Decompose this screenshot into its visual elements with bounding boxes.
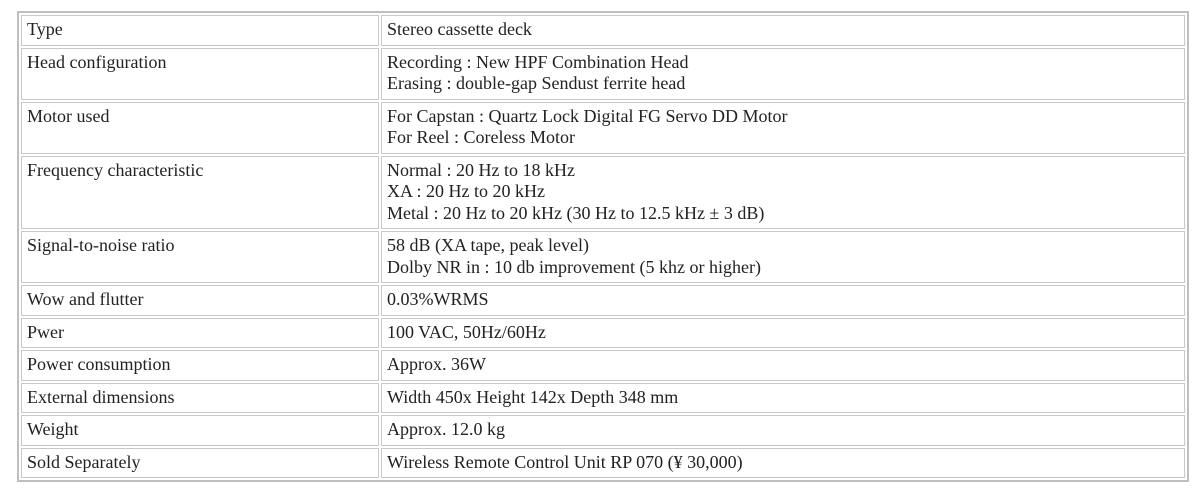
spec-row-type <box>21 15 1185 46</box>
spec-row-signal-to-noise-ratio <box>21 231 1185 283</box>
spec-label: Sold Separately <box>21 448 379 479</box>
spec-label: Head configuration <box>21 48 379 100</box>
spec-label: Pwer <box>21 318 379 349</box>
spec-value: 0.03%WRMS <box>381 285 1185 316</box>
spec-table-frame <box>17 11 1189 482</box>
spec-value: 100 VAC, 50Hz/60Hz <box>381 318 1185 349</box>
spec-row-sold-separately <box>21 448 1185 479</box>
spec-label: Motor used <box>21 102 379 154</box>
spec-value: Approx. 12.0 kg <box>381 415 1185 446</box>
spec-value: Wireless Remote Control Unit RP 070 (¥ 30,000) <box>381 448 1185 479</box>
spec-value: Recording : New HPF Combination Head Erasing : double-gap Sendust ferrite head <box>381 48 1185 100</box>
spec-label: Frequency characteristic <box>21 156 379 230</box>
spec-label: Type <box>21 15 379 46</box>
spec-value: 58 dB (XA tape, peak level) Dolby NR in : 10 db improvement (5 khz or higher) <box>381 231 1185 283</box>
spec-row-motor-used <box>21 102 1185 154</box>
spec-value: Normal : 20 Hz to 18 kHz XA : 20 Hz to 20 kHz Metal : 20 Hz to 20 kHz (30 Hz to 12.5 kHz ± 3 dB) <box>381 156 1185 230</box>
spec-label: Wow and flutter <box>21 285 379 316</box>
spec-row-head-configuration <box>21 48 1185 100</box>
spec-value: For Capstan : Quartz Lock Digital FG Servo DD Motor For Reel : Coreless Motor <box>381 102 1185 154</box>
spec-row-power-consumption <box>21 350 1185 381</box>
spec-row-external-dimensions <box>21 383 1185 414</box>
spec-value: Stereo cassette deck <box>381 15 1185 46</box>
spec-label: Power consumption <box>21 350 379 381</box>
spec-table <box>19 13 1187 480</box>
spec-row-wow-and-flutter <box>21 285 1185 316</box>
spec-value: Approx. 36W <box>381 350 1185 381</box>
spec-row-power <box>21 318 1185 349</box>
spec-row-weight <box>21 415 1185 446</box>
spec-value: Width 450x Height 142x Depth 348 mm <box>381 383 1185 414</box>
spec-label: External dimensions <box>21 383 379 414</box>
spec-label: Signal-to-noise ratio <box>21 231 379 283</box>
spec-label: Weight <box>21 415 379 446</box>
spec-row-frequency-characteristic <box>21 156 1185 230</box>
